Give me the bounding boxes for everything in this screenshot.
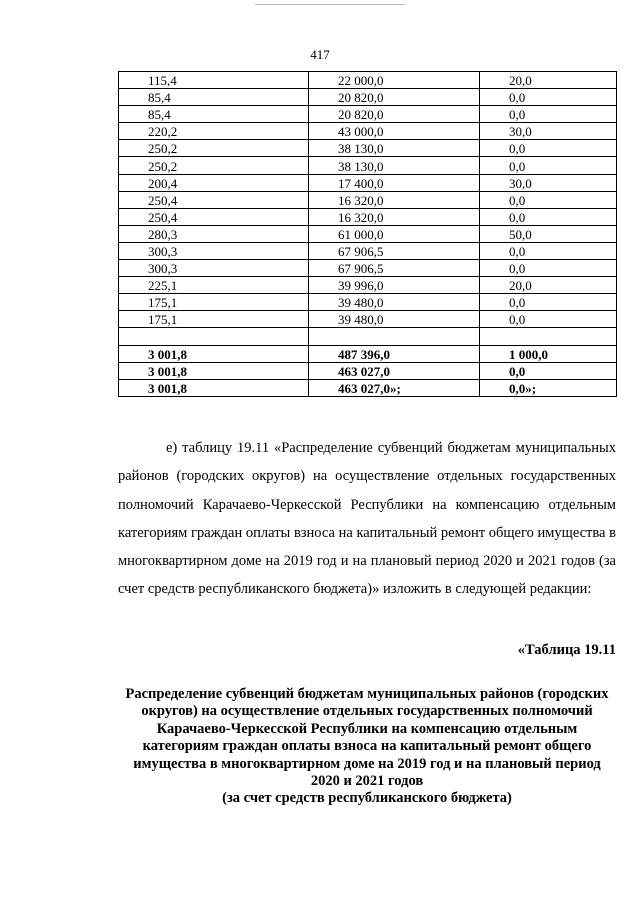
table-row (119, 225, 617, 242)
table-cell: 250,4 (119, 191, 309, 208)
table-cell: 0,0 (480, 106, 617, 123)
table-cell: 85,4 (119, 89, 309, 106)
table-cell: 30,0 (480, 123, 617, 140)
data-table (118, 71, 617, 397)
table-cell: 0,0 (480, 157, 617, 174)
table-cell: 463 027,0 (309, 362, 480, 379)
table-row (119, 311, 617, 328)
table-row (119, 294, 617, 311)
table-row (119, 123, 617, 140)
table-cell (480, 328, 617, 345)
scan-top-line (255, 4, 405, 5)
table-cell: 16 320,0 (309, 191, 480, 208)
table-cell: 39 996,0 (309, 277, 480, 294)
table-label: «Таблица 19.11 (517, 642, 616, 658)
table-cell: 20 820,0 (309, 89, 480, 106)
table-row (119, 174, 617, 191)
table-cell: 3 001,8 (119, 345, 309, 362)
table-cell: 0,0»; (480, 379, 617, 396)
table-cell: 3 001,8 (119, 362, 309, 379)
table-cell: 0,0 (480, 362, 617, 379)
table-row (119, 191, 617, 208)
table-cell: 38 130,0 (309, 140, 480, 157)
table-cell: 300,3 (119, 260, 309, 277)
table-title: Распределение субвенций бюджетам муниципальных районов (городских округов) на осуществление отдельных государственных полномочий Карачаево-Черкесской Республики на компенсацию отдельным категориям граждан оплаты взноса на капитальный ремонт общего имущества в многоквартирном доме на 2019 год и на плановый период 2020 и 2021 годов (125, 686, 609, 790)
amendment-paragraph: е) таблицу 19.11 «Распределение субвенций бюджетам муниципальных районов (городских округов) на осуществление отдельных государственных полномочий Карачаево-Черкесской Республики на компенсацию отдельным категориям граждан оплаты взноса на капитальный ремонт общего имущества в многоквартирном доме на 2019 год и на плановый период 2020 и 2021 годов (за счет средств республиканского бюджета)» изложить в следующей редакции: (118, 440, 616, 598)
table-cell: 0,0 (480, 260, 617, 277)
table-cell: 0,0 (480, 191, 617, 208)
table-cell: 0,0 (480, 89, 617, 106)
data-table-body (119, 72, 617, 397)
table-cell: 39 480,0 (309, 311, 480, 328)
table-cell: 50,0 (480, 225, 617, 242)
table-row (119, 242, 617, 259)
table-cell (119, 328, 309, 345)
table-cell: 200,4 (119, 174, 309, 191)
table-cell: 20,0 (480, 72, 617, 89)
table-cell: 3 001,8 (119, 379, 309, 396)
table-cell: 300,3 (119, 242, 309, 259)
table-cell: 250,4 (119, 208, 309, 225)
table-cell: 175,1 (119, 294, 309, 311)
table-cell: 250,2 (119, 140, 309, 157)
table-cell: 20,0 (480, 277, 617, 294)
table-cell: 0,0 (480, 242, 617, 259)
table-cell: 67 906,5 (309, 260, 480, 277)
table-cell: 0,0 (480, 311, 617, 328)
table-cell (309, 328, 480, 345)
table-row (119, 140, 617, 157)
table-row (119, 328, 617, 345)
table-cell: 225,1 (119, 277, 309, 294)
table-row (119, 277, 617, 294)
table-cell: 16 320,0 (309, 208, 480, 225)
table-row (119, 106, 617, 123)
table-cell: 38 130,0 (309, 157, 480, 174)
table-row (119, 260, 617, 277)
table-cell: 115,4 (119, 72, 309, 89)
table-cell: 85,4 (119, 106, 309, 123)
table-row (119, 72, 617, 89)
table-cell: 0,0 (480, 140, 617, 157)
table-cell: 61 000,0 (309, 225, 480, 242)
table-cell: 43 000,0 (309, 123, 480, 140)
table-total-row (119, 379, 617, 396)
table-row (119, 89, 617, 106)
table-total-row (119, 362, 617, 379)
table-cell: 280,3 (119, 225, 309, 242)
table-row (119, 208, 617, 225)
table-cell: 39 480,0 (309, 294, 480, 311)
table-cell: 17 400,0 (309, 174, 480, 191)
table-cell: 175,1 (119, 311, 309, 328)
table-row (119, 157, 617, 174)
table-total-row (119, 345, 617, 362)
table-cell: 0,0 (480, 294, 617, 311)
table-cell: 22 000,0 (309, 72, 480, 89)
table-cell: 30,0 (480, 174, 617, 191)
table-cell: 1 000,0 (480, 345, 617, 362)
table-cell: 463 027,0»; (309, 379, 480, 396)
table-cell: 220,2 (119, 123, 309, 140)
table-cell: 67 906,5 (309, 242, 480, 259)
table-subtitle: (за счет средств республиканского бюджета) (222, 790, 512, 806)
page-number: 417 (310, 47, 330, 62)
table-cell: 250,2 (119, 157, 309, 174)
table-cell: 487 396,0 (309, 345, 480, 362)
table-cell: 0,0 (480, 208, 617, 225)
table-cell: 20 820,0 (309, 106, 480, 123)
